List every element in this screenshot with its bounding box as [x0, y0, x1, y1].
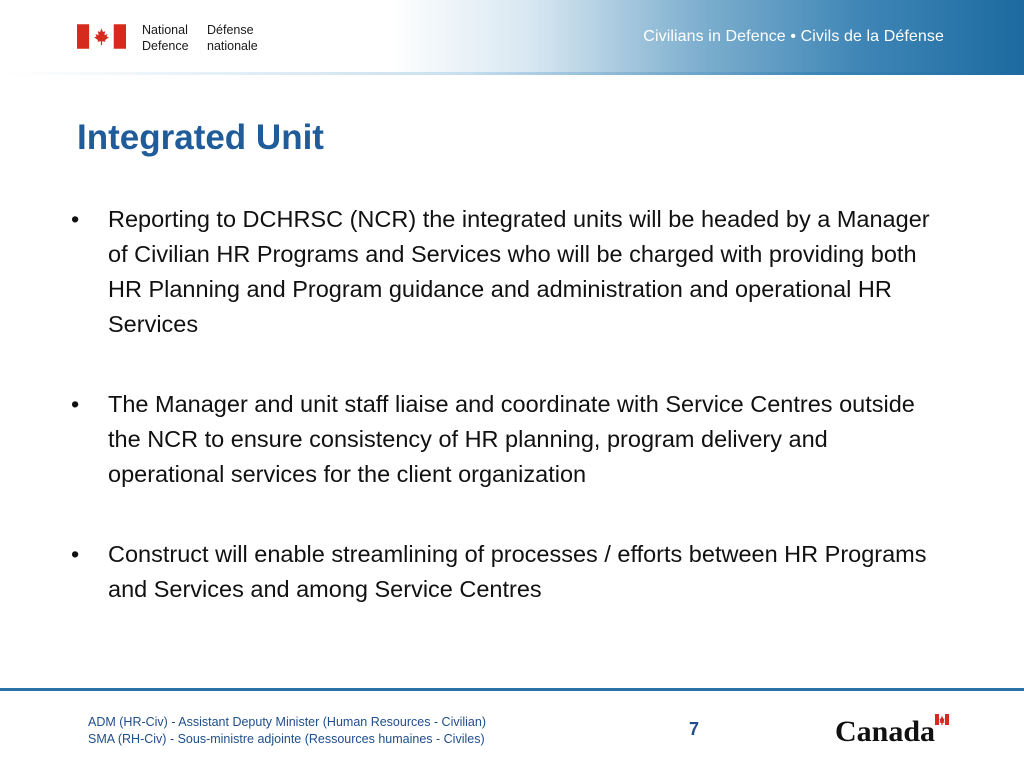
- header-tagline: Civilians in Defence • Civils de la Défense: [643, 28, 944, 45]
- bullet-item: [68, 202, 948, 342]
- canada-wordmark-logo: [835, 713, 949, 745]
- department-en-line-2: Defence: [142, 39, 189, 53]
- header-divider: [0, 72, 1024, 75]
- bullet-text: The Manager and unit staff liaise and coordinate with Service Centres outside the NCR to ensure consistency of HR planning, program delivery and operational services for the client organization: [108, 391, 915, 487]
- department-en-line-1: National: [142, 23, 188, 37]
- department-fr-line-1: Défense: [207, 23, 254, 37]
- bullet-item: [68, 537, 948, 607]
- footer-note-french: SMA (RH-Civ) - Sous-ministre adjointe (Ressources humaines - Civiles): [88, 732, 485, 746]
- footer-acronym-note: [88, 714, 486, 748]
- department-name-french: [207, 22, 258, 54]
- footer-note-english: ADM (HR-Civ) - Assistant Deputy Minister (Human Resources - Civilian): [88, 715, 486, 729]
- bullet-text: Construct will enable streamlining of processes / efforts between HR Programs and Services and among Service Centres: [108, 541, 927, 602]
- page-number: 7: [689, 719, 700, 739]
- bullet-list: [68, 202, 948, 652]
- bullet-item: [68, 387, 948, 492]
- svg-text:Canada: Canada: [835, 715, 936, 745]
- canada-flag-icon: [77, 24, 126, 49]
- footer-divider: [0, 688, 1024, 691]
- department-fr-line-2: nationale: [207, 39, 258, 53]
- bullet-icon: •: [71, 391, 80, 417]
- bullet-icon: •: [71, 206, 80, 232]
- bullet-text: Reporting to DCHRSC (NCR) the integrated units will be headed by a Manager of Civilian HR Programs and Services who will be charged with providing both HR Planning and Program guidance and administration and operational HR Services: [108, 206, 930, 337]
- slide-title: Integrated Unit: [77, 118, 324, 157]
- department-name-english: [142, 22, 189, 54]
- bullet-icon: •: [71, 541, 80, 567]
